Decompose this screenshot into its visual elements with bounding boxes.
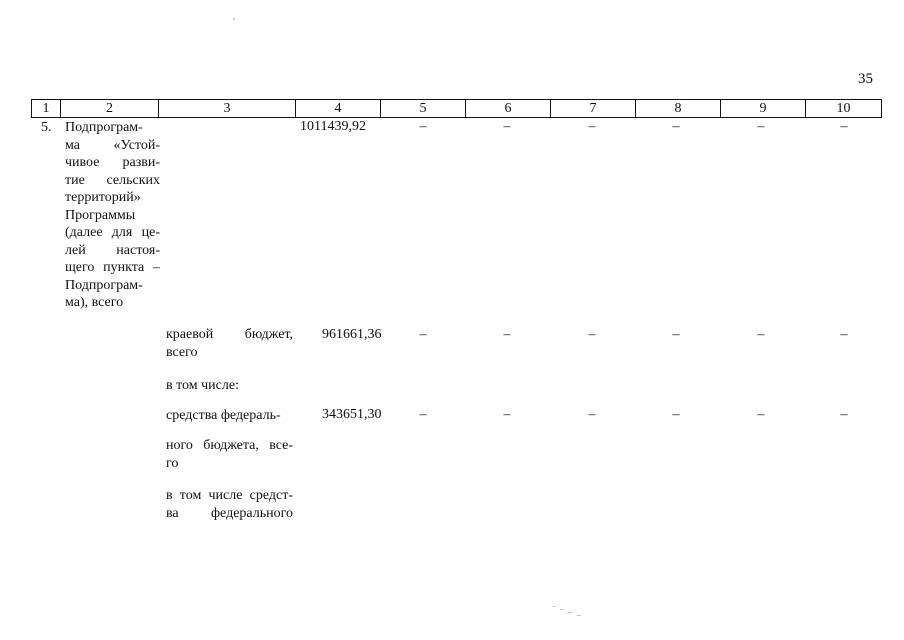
- federal-funds-dash-col6: –: [503, 407, 511, 422]
- federal-budget-label-line: го: [166, 455, 179, 471]
- column-header-1: 1: [32, 100, 61, 118]
- scan-speck: [553, 606, 556, 607]
- subprogram-total-value: 1011439,92: [300, 119, 366, 134]
- regional-budget-dash-col9: –: [757, 327, 765, 342]
- row-number: 5.: [41, 120, 52, 135]
- federal-funds-dash-col9: –: [757, 407, 765, 422]
- regional-budget-dash-col7: –: [588, 327, 596, 342]
- regional-budget-label-line: всего: [166, 344, 198, 360]
- column-header-4: 4: [296, 100, 381, 118]
- regional-budget-dash-col6: –: [503, 327, 511, 342]
- federal-funds-value: 343651,30: [322, 407, 382, 422]
- federal-funds-dash-col8: –: [672, 407, 680, 422]
- subprogram-name-line: лей настоя-: [65, 242, 160, 258]
- subprogram-name-line: ма), всего: [65, 295, 124, 310]
- subprogram-dash-col7: –: [588, 119, 596, 134]
- regional-budget-dash-col5: –: [419, 327, 427, 342]
- regional-budget-dash-col8: –: [672, 327, 680, 342]
- subprogram-name-line: территорий»: [65, 190, 141, 205]
- including-label: в том числе:: [166, 378, 239, 393]
- subprogram-name-line: Программы: [65, 207, 136, 223]
- subprogram-name-line: тие сельских: [65, 172, 160, 188]
- including-federal-label-line: в том числе средст-: [166, 488, 293, 503]
- column-number-header: [31, 99, 882, 118]
- column-header-8: 8: [636, 100, 721, 118]
- federal-budget-label-line: ного бюджета, все-: [166, 438, 293, 453]
- subprogram-dash-col9: –: [757, 119, 765, 134]
- scan-speck: [577, 615, 581, 616]
- subprogram-dash-col10: –: [840, 119, 848, 134]
- subprogram-dash-col5: –: [419, 119, 427, 134]
- federal-funds-dash-col5: –: [419, 407, 427, 422]
- subprogram-dash-col6: –: [503, 119, 511, 134]
- regional-budget-label-line: краевой бюджет,: [166, 327, 293, 342]
- column-header-3: 3: [159, 100, 296, 118]
- subprogram-name-line: Подпрограм-: [65, 120, 143, 135]
- subprogram-name-line: Подпрограм-: [65, 277, 143, 293]
- regional-budget-dash-col10: –: [840, 327, 848, 342]
- federal-funds-label: средства федераль-: [166, 408, 281, 423]
- scan-speck: [233, 18, 235, 20]
- subprogram-dash-col8: –: [672, 119, 680, 134]
- scan-speck: [568, 612, 573, 613]
- column-header-6: 6: [466, 100, 551, 118]
- regional-budget-value: 961661,36: [322, 327, 382, 342]
- subprogram-name-line: ма «Устой-: [65, 137, 160, 153]
- page-number: 35: [858, 71, 873, 87]
- including-federal-label-line: ва федерального: [166, 505, 293, 521]
- column-header-9: 9: [721, 100, 806, 118]
- column-header-2: 2: [61, 100, 159, 118]
- federal-funds-dash-col10: –: [840, 407, 848, 422]
- federal-funds-dash-col7: –: [588, 407, 596, 422]
- column-header-7: 7: [551, 100, 636, 118]
- subprogram-name-line: щего пункта –: [65, 260, 160, 275]
- column-header-5: 5: [381, 100, 466, 118]
- subprogram-name-line: чивое разви-: [65, 155, 160, 170]
- column-header-10: 10: [806, 100, 882, 118]
- subprogram-name-line: (далее для це-: [65, 225, 160, 240]
- scan-speck: [560, 609, 564, 610]
